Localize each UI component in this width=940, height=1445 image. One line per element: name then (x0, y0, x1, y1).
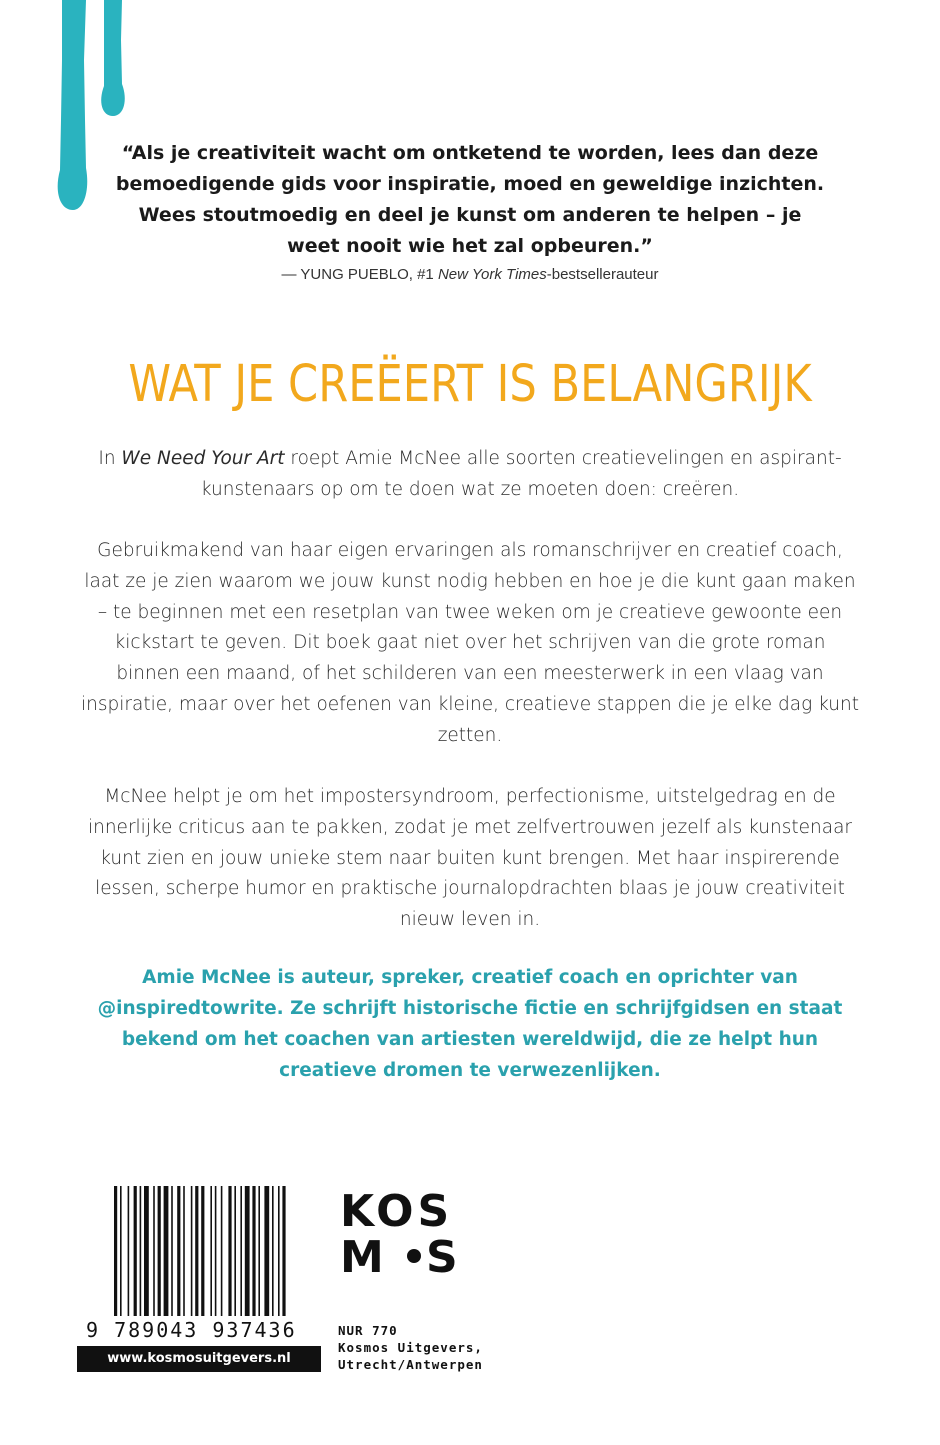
kosmos-logo (338, 1186, 468, 1280)
benefits-paragraph: McNee helpt je om het impostersyndroom, perfectionisme, uitstelgedrag en de innerlijke criticus aan te pakken, zodat je met zelfvertrouwen jezelf als kunstenaar kunt zien en jouw unieke stem naar buiten kunt brengen. Met haar inspirerende lessen, scherpe humor en praktische journalopdrachten blaas je jouw creativiteit nieuw leven in. (87, 786, 853, 931)
headline: WAT JE CREËERT IS BELANGRIJK (128, 354, 812, 414)
barcode-bar (240, 1186, 242, 1316)
barcode-bar (177, 1186, 180, 1316)
barcode-bar (153, 1186, 155, 1316)
barcode-bar (183, 1186, 185, 1316)
barcode-bar (258, 1186, 260, 1316)
nur-code: NUR 770 (338, 1323, 398, 1338)
author-bio: Amie McNee is auteur, spreker, creatief coach en oprichter van @inspiredtowrite. Ze schrijft historische fictie en schrijfgidsen en staat bekend om het coachen van artiesten wereldwijd, die ze helpt hun creatieve dromen te verwezenlijken. (97, 967, 843, 1081)
barcode-bar (264, 1186, 269, 1316)
logo-row2-right: S (426, 1232, 458, 1276)
barcode-bar (164, 1186, 169, 1316)
barcode-bar (282, 1186, 285, 1316)
barcode (112, 1186, 322, 1318)
attribution-publication: New York Times (437, 266, 547, 283)
barcode-bar (221, 1186, 223, 1316)
barcode-bar (134, 1186, 137, 1316)
imprint-info (338, 1322, 483, 1373)
barcode-bar (252, 1186, 255, 1316)
barcode-bar (191, 1186, 193, 1316)
barcode-bar (272, 1186, 274, 1316)
logo-dot (407, 1249, 421, 1263)
publisher-location: Utrecht/Antwerpen (338, 1357, 483, 1372)
description-paragraph: Gebruikmakend van haar eigen ervaringen als romanschrijver en creatief coach, laat ze je zien waarom we jouw kunst nodig hebben en hoe je die kunt gaan maken – te beginnen met een resetplan van twee weken om je creatieve gewoonte een kickstart te geven. Dit boek gaat niet over het schrijven van die grote roman binnen een maand, of het schilderen van een meesterwerk in een vlaag van inspiratie, maar over het oefenen van kleine, creatieve stappen die je elke dag kunt zetten. (81, 540, 859, 746)
barcode-bar (234, 1186, 236, 1316)
isbn-number: 9 789043 937436 (86, 1318, 297, 1342)
intro-prefix: In (98, 448, 122, 469)
barcode-bar (228, 1186, 231, 1316)
intro-suffix: roept Amie McNee alle soorten creatievelingen en aspirant-kunstenaars op om te doen wat ze moeten doen: creëren. (200, 448, 842, 500)
attribution-prefix: — YUNG PUEBLO, #1 (281, 266, 438, 283)
logo-row2-left: M (340, 1232, 384, 1276)
barcode-bar (215, 1186, 217, 1316)
intro-paragraph (80, 444, 860, 506)
barcode-bar (158, 1186, 161, 1316)
barcode-bar (195, 1186, 198, 1316)
barcode-bar (140, 1186, 142, 1316)
quote-attribution (110, 266, 830, 283)
barcode-bar (245, 1186, 250, 1316)
book-title: We Need Your Art (121, 448, 285, 469)
barcode-bar (210, 1186, 212, 1316)
endorsement-quote: “Als je creativiteit wacht om ontketend te worden, lees dan deze bemoedigende gids voor inspiratie, moed en geweldige inzichten. Wees stoutmoedig en deel je kunst om anderen te helpen – je weet nooit wie het zal opbeuren.” (115, 142, 825, 257)
barcode-bar (278, 1186, 280, 1316)
logo-row1: KOS (340, 1186, 454, 1237)
publisher-website: www.kosmosuitgevers.nl (77, 1346, 321, 1372)
barcode-bar (114, 1186, 117, 1316)
barcode-bar (120, 1186, 122, 1316)
barcode-bar (144, 1186, 149, 1316)
attribution-suffix: -bestsellerauteur (546, 266, 659, 283)
barcode-bar (201, 1186, 204, 1316)
barcode-bar (171, 1186, 173, 1316)
publisher-name: Kosmos Uitgevers, (338, 1340, 483, 1355)
barcode-bar (128, 1186, 130, 1316)
